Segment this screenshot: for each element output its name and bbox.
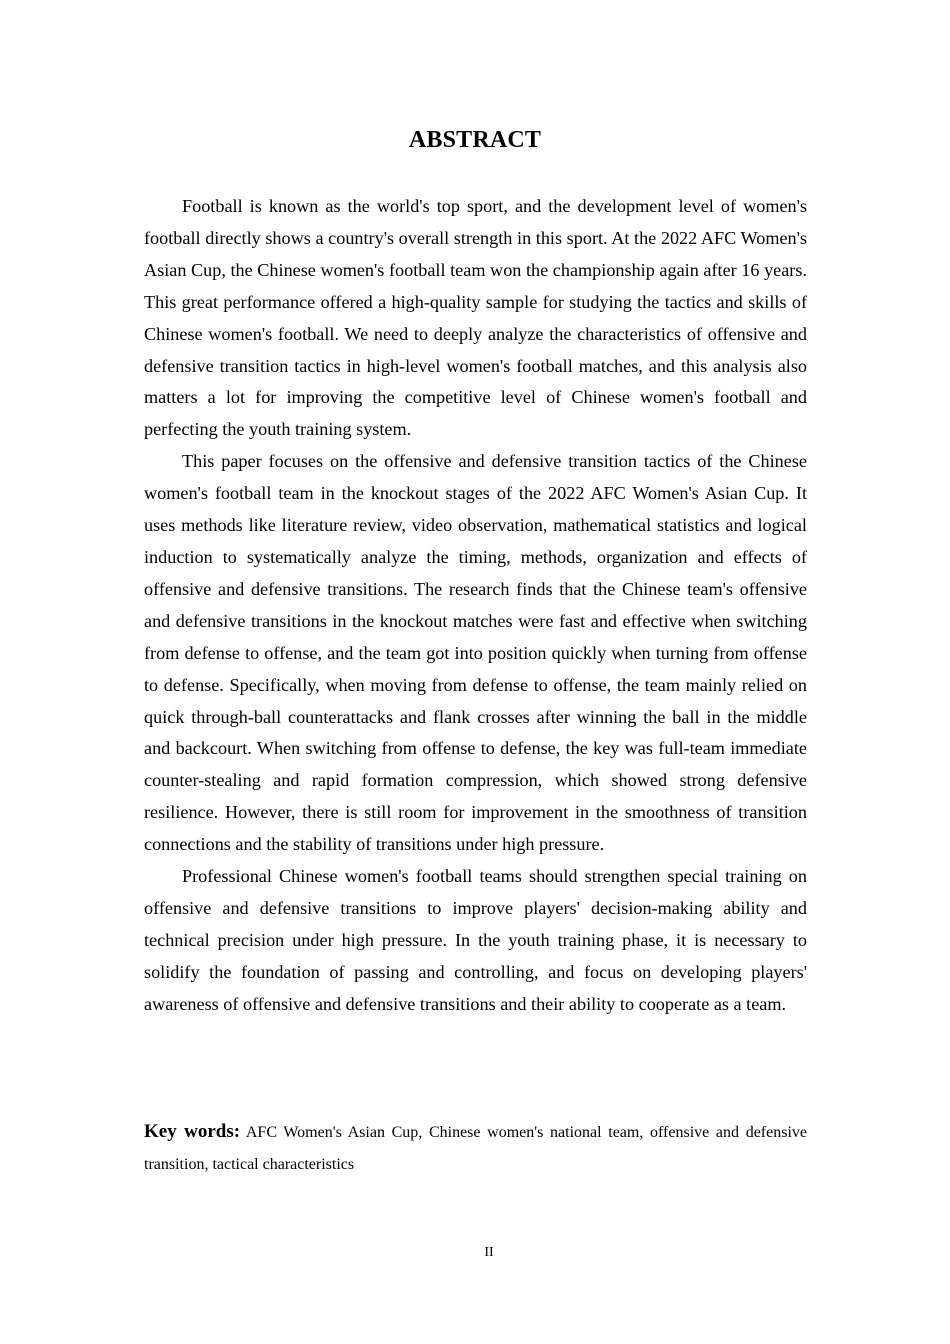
page-number: II xyxy=(484,1245,494,1260)
keywords-text: AFC Women's Asian Cup, Chinese women's national team, offensive and defensive transition, tactical characteristics xyxy=(144,1124,807,1173)
abstract-title: ABSTRACT xyxy=(408,127,542,153)
abstract-paragraph-3: Professional Chinese women's football teams should strengthen special training on offensive and defensive transitions to improve players' decision-making ability and technical precision under high pressure. In the youth training phase, it is necessary to solidify the foundation of passing and controlling, and focus on developing players' awareness of offensive and defensive transitions and their ability to cooperate as a team. xyxy=(144,866,807,1014)
keywords-line xyxy=(144,1116,807,1181)
abstract-body xyxy=(144,191,807,1021)
abstract-paragraph-2: This paper focuses on the offensive and defensive transition tactics of the Chinese women's football team in the knockout stages of the 2022 AFC Women's Asian Cup. It uses methods like literature review, video observation, mathematical statistics and logical induction to systematically analyze the timing, methods, organization and effects of offensive and defensive transitions. The research finds that the Chinese team's offensive and defensive transitions in the knockout matches were fast and effective when switching from defense to offense, and the team got into position quickly when turning from offense to defense. Specifically, when moving from defense to offense, the team mainly relied on quick through-ball counterattacks and flank crosses after winning the ball in the middle and backcourt. When switching from offense to defense, the key was full-team immediate counter-stealing and rapid formation compression, which showed strong defensive resilience. However, there is still room for improvement in the smoothness of transition connections and the stability of transitions under high pressure. xyxy=(144,451,807,855)
keywords-label: Key words: xyxy=(144,1121,241,1142)
abstract-paragraph-1: Football is known as the world's top sport, and the development level of women's football directly shows a country's overall strength in this sport. At the 2022 AFC Women's Asian Cup, the Chinese women's football team won the championship again after 16 years. This great performance offered a high-quality sample for studying the tactics and skills of Chinese women's football. We need to deeply analyze the characteristics of offensive and defensive transition tactics in high-level women's football matches, and this analysis also matters a lot for improving the competitive level of Chinese women's football and perfecting the youth training system. xyxy=(144,196,807,440)
